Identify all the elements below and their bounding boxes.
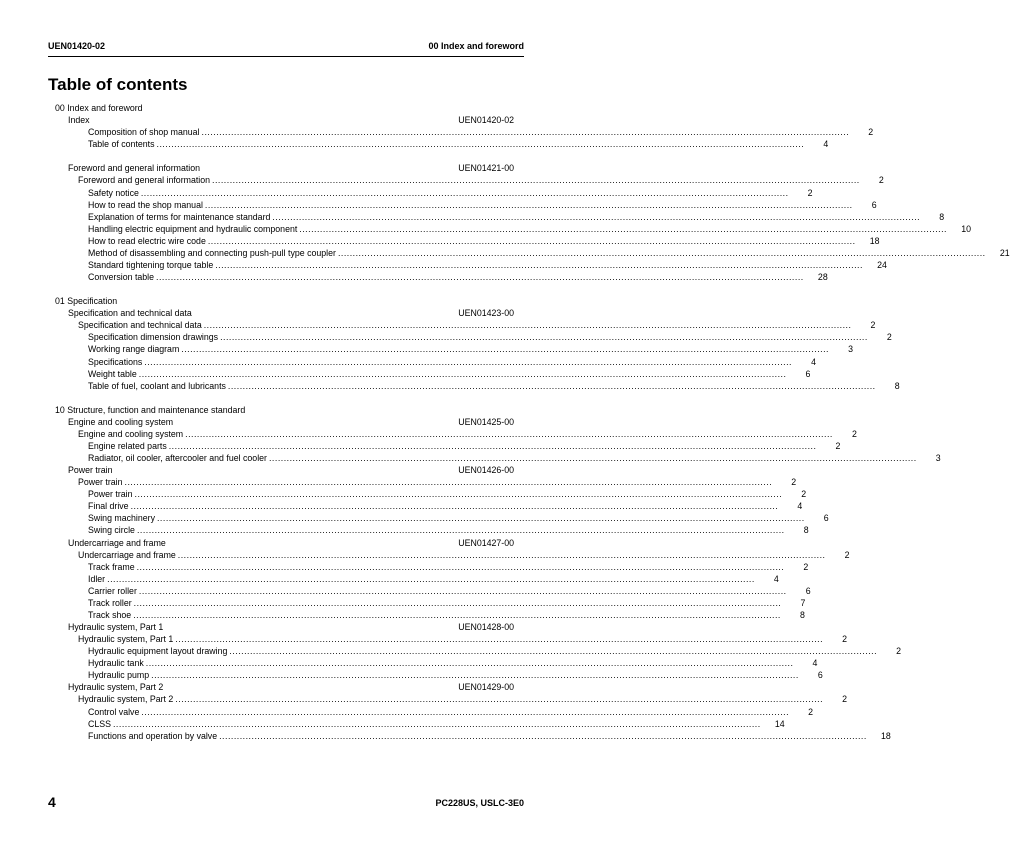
toc-entry — [88, 187, 813, 199]
toc-entry — [88, 139, 829, 150]
toc-entry-page: 2 — [896, 646, 902, 657]
toc-entry-title: Hydraulic pump — [88, 670, 150, 681]
toc-entry-title: Specification and technical data — [78, 320, 202, 331]
toc-chapter — [68, 538, 514, 549]
toc-entry-title: Composition of shop manual — [88, 127, 200, 138]
toc-entry-page: 4 — [811, 356, 816, 367]
toc-entry — [88, 730, 891, 742]
toc-entry-page: 2 — [842, 634, 848, 645]
dot-leader: ............................................................................................................................................................................................................................ — [112, 718, 761, 729]
toc-entry-page: 18 — [881, 730, 891, 741]
toc-entry — [88, 706, 814, 718]
toc-entry-title: Track frame — [88, 561, 135, 572]
dot-leader: ............................................................................................................................................................................................................................ — [156, 513, 805, 524]
toc-entry-page: 4 — [812, 658, 818, 669]
toc-entry-page: 2 — [870, 320, 876, 331]
model-name: PC228US, USLC-3E0 — [435, 798, 524, 808]
toc-section-heading: 01 Specification — [55, 296, 118, 307]
toc-entry — [88, 513, 829, 524]
dot-leader: ............................................................................................................................................................................................................................ — [220, 332, 868, 343]
dot-leader: ............................................................................................................................................................................................................................ — [130, 501, 779, 512]
toc-entry-page: 7 — [800, 597, 806, 608]
dot-leader: ............................................................................................................................................................................................................................ — [136, 561, 785, 572]
toc-entry-title: Engine and cooling system — [78, 428, 184, 439]
toc-entry-title: Explanation of terms for maintenance standard — [88, 211, 271, 222]
dot-leader: ............................................................................................................................................................................................................................ — [136, 525, 785, 536]
toc-entry-title: Swing circle — [88, 525, 135, 536]
toc-chapter-title: Specification and technical data — [68, 308, 192, 319]
toc-chapter-title: Power train — [68, 465, 113, 476]
toc-entry-title: Swing machinery — [88, 513, 155, 524]
toc-entry-title: Hydraulic tank — [88, 658, 144, 669]
page-number: 4 — [48, 794, 56, 810]
dot-leader: ............................................................................................................................................................................................................................ — [227, 380, 876, 391]
toc-entry-page: 2 — [835, 441, 841, 451]
toc-entry-title: Track roller — [88, 597, 132, 608]
toc-chapter-title: Index — [68, 115, 90, 126]
toc-section-heading: 00 Index and foreword — [55, 103, 143, 113]
toc-entry-title: Idler — [88, 573, 106, 584]
dot-leader: ............................................................................................................................................................................................................................ — [145, 658, 794, 669]
toc-entry-page: 2 — [886, 332, 892, 343]
dot-leader: ............................................................................................................................................................................................................................ — [134, 489, 783, 500]
toc-entry-page: 2 — [842, 694, 848, 705]
toc-entry-title: Hydraulic system, Part 2 — [78, 694, 174, 705]
toc-chapter — [68, 417, 514, 428]
dot-leader: ............................................................................................................................................................................................................................ — [168, 441, 817, 451]
toc-entry-title: Working range diagram — [88, 344, 180, 355]
dot-leader: ............................................................................................................................................................................................................................ — [144, 356, 792, 367]
toc-chapter-code: UEN01429-00 — [458, 682, 514, 693]
toc-entry-title: Control valve — [88, 706, 140, 717]
toc-entry-page: 21 — [999, 247, 1010, 258]
toc-entry — [78, 320, 876, 331]
toc-entry-title: Carrier roller — [88, 585, 137, 596]
toc-entry — [88, 441, 841, 452]
toc-entry — [88, 670, 823, 681]
dot-leader: ............................................................................................................................................................................................................................ — [219, 730, 867, 741]
toc-entry — [88, 646, 902, 657]
toc-entry-title: Foreword and general information — [78, 175, 211, 186]
toc-entry-page: 2 — [791, 477, 797, 488]
toc-chapter — [68, 115, 514, 126]
toc-entry — [88, 211, 945, 223]
dot-leader: ............................................................................................................................................................................................................................ — [201, 127, 850, 138]
toc-entry-page: 6 — [805, 585, 811, 596]
toc-entry — [88, 259, 887, 271]
toc-chapter — [68, 682, 514, 693]
toc-entry-title: Power train — [78, 477, 123, 488]
toc-section-heading: 10 Structure, function and maintenance standard — [55, 404, 246, 415]
toc-entry — [88, 597, 806, 609]
toc-entry-title: Safety notice — [88, 187, 139, 198]
dot-leader: ............................................................................................................................................................................................................................ — [185, 428, 833, 439]
toc-entry-page: 2 — [851, 428, 857, 439]
toc-entry-page: 18 — [869, 235, 880, 246]
dot-leader: ............................................................................................................................................................................................................................ — [268, 453, 917, 463]
dot-leader: ............................................................................................................................................................................................................................ — [337, 247, 986, 258]
toc-entry-page: 4 — [823, 139, 829, 150]
toc-entry-title: Weight table — [88, 368, 137, 379]
dot-leader: ............................................................................................................................................................................................................................ — [181, 344, 829, 355]
toc-entry-title: Functions and operation by valve — [88, 730, 218, 741]
toc-entry-page: 6 — [871, 199, 877, 210]
dot-leader: ............................................................................................................................................................................................................................ — [175, 634, 824, 645]
toc-entry — [88, 501, 803, 512]
toc-entry-page: 8 — [803, 525, 809, 536]
toc-entry — [88, 380, 900, 392]
toc-entry — [78, 549, 850, 561]
dot-leader: ............................................................................................................................................................................................................................ — [215, 259, 863, 270]
toc-chapter — [68, 163, 514, 174]
toc-entry — [88, 223, 971, 235]
toc-entry-page: 10 — [961, 223, 971, 234]
toc-chapter-code: UEN01425-00 — [458, 416, 514, 427]
document-code: UEN01420-02 — [48, 41, 106, 51]
dot-leader: ............................................................................................................................................................................................................................ — [141, 706, 790, 717]
toc-entry — [88, 235, 880, 247]
toc-entry-title: Final drive — [88, 501, 129, 512]
dot-leader: ............................................................................................................................................................................................................................ — [107, 573, 755, 584]
toc-entry-page: 6 — [817, 670, 823, 681]
toc-entry-title: Handling electric equipment and hydraulic component — [88, 223, 298, 234]
toc-entry-page: 4 — [797, 501, 803, 512]
toc-chapter — [68, 622, 514, 633]
toc-entry — [88, 247, 1010, 259]
toc-entry — [88, 658, 818, 669]
toc-chapter-title: Hydraulic system, Part 1 — [68, 622, 164, 632]
toc-entry-title: Undercarriage and frame — [78, 549, 176, 560]
toc-entry — [78, 477, 797, 488]
toc-chapter-code: UEN01427-00 — [458, 537, 514, 548]
toc-entry — [88, 525, 809, 536]
toc-chapter-code: UEN01421-00 — [458, 163, 514, 174]
toc-entry-page: 2 — [803, 561, 809, 572]
toc-entry-page: 28 — [817, 272, 828, 282]
toc-chapter-title: Engine and cooling system — [68, 416, 174, 427]
toc-chapter-title: Foreword and general information — [68, 163, 201, 174]
toc-chapter-code: UEN01423-00 — [458, 308, 514, 319]
toc-entry-title: CLSS — [88, 718, 111, 729]
dot-leader: ............................................................................................................................................................................................................................ — [156, 272, 804, 282]
toc-chapter-code: UEN01420-02 — [458, 115, 514, 126]
toc-chapter — [68, 308, 514, 319]
page-footer — [48, 794, 524, 810]
toc-entry — [78, 175, 884, 186]
toc-entry-title: Power train — [88, 489, 133, 500]
toc-entry-page: 2 — [844, 549, 850, 560]
toc-entry — [88, 585, 811, 597]
toc-entry-title: Specification dimension drawings — [88, 332, 219, 343]
dot-leader: ............................................................................................................................................................................................................................ — [207, 235, 856, 246]
toc-entry — [88, 332, 892, 343]
toc-entry — [88, 609, 805, 621]
toc-entry-title: Specifications — [88, 356, 143, 367]
toc-entry-title: Hydraulic equipment layout drawing — [88, 646, 228, 657]
dot-leader: ............................................................................................................................................................................................................................ — [138, 368, 787, 379]
toc-entry — [88, 199, 877, 211]
toc-chapter-code: UEN01428-00 — [458, 622, 514, 632]
dot-leader: ............................................................................................................................................................................................................................ — [140, 187, 789, 198]
toc-entry-page: 4 — [773, 573, 779, 584]
toc-entry — [88, 356, 816, 368]
toc-entry — [88, 272, 828, 283]
toc-chapter — [68, 465, 514, 476]
toc-chapter-title: Undercarriage and frame — [68, 537, 166, 548]
dot-leader: ............................................................................................................................................................................................................................ — [175, 694, 824, 705]
dot-leader: ............................................................................................................................................................................................................................ — [124, 477, 773, 488]
toc-entry-page: 2 — [801, 489, 807, 500]
section-name: 00 Index and foreword — [428, 41, 524, 51]
dot-leader: ............................................................................................................................................................................................................................ — [133, 597, 782, 608]
dot-leader: ............................................................................................................................................................................................................................ — [133, 609, 781, 620]
toc-entry-page: 6 — [805, 368, 811, 379]
toc-entry-page: 14 — [774, 718, 785, 729]
dot-leader: ............................................................................................................................................................................................................................ — [272, 211, 921, 222]
toc-entry-page: 2 — [807, 187, 813, 198]
toc-chapter-title: Hydraulic system, Part 2 — [68, 682, 164, 693]
toc-entry-title: Engine related parts — [88, 441, 167, 451]
toc-entry — [78, 694, 848, 705]
dot-leader: ............................................................................................................................................................................................................................ — [156, 139, 805, 150]
toc-entry-title: How to read the shop manual — [88, 199, 203, 210]
toc-entry-title: Radiator, oil cooler, aftercooler and fuel cooler — [88, 453, 267, 463]
toc-entry — [88, 718, 785, 730]
toc-entry-title: How to read electric wire code — [88, 235, 206, 246]
toc-entry-page: 2 — [868, 127, 874, 138]
toc-entry — [88, 368, 811, 380]
toc-entry-page: 8 — [799, 609, 805, 620]
toc-entry-title: Conversion table — [88, 272, 155, 282]
toc-entry-title: Track shoe — [88, 609, 132, 620]
toc-entry-title: Table of fuel, coolant and lubricants — [88, 380, 226, 391]
toc-entry-title: Method of disassembling and connecting push-pull type coupler — [88, 247, 336, 258]
toc-entry — [88, 127, 874, 138]
dot-leader: ............................................................................................................................................................................................................................ — [151, 670, 799, 681]
toc-chapter-code: UEN01426-00 — [458, 465, 514, 476]
toc-entry — [78, 634, 848, 645]
dot-leader: ............................................................................................................................................................................................................................ — [299, 223, 947, 234]
toc-entry-title: Standard tightening torque table — [88, 259, 214, 270]
toc-entry-title: Table of contents — [88, 139, 155, 150]
toc-entry-page: 2 — [808, 706, 814, 717]
toc-entry-page: 3 — [935, 453, 941, 463]
dot-leader: ............................................................................................................................................................................................................................ — [203, 320, 852, 331]
toc-entry-title: Hydraulic system, Part 1 — [78, 634, 174, 645]
dot-leader: ............................................................................................................................................................................................................................ — [229, 646, 878, 657]
dot-leader: ............................................................................................................................................................................................................................ — [177, 549, 826, 560]
toc-entry-page: 6 — [823, 513, 829, 524]
toc-entry-page: 8 — [894, 380, 900, 391]
toc-entry-page: 24 — [877, 259, 887, 270]
toc-entry-page: 8 — [939, 211, 945, 222]
toc-entry — [88, 573, 779, 585]
toc-entry — [88, 489, 807, 500]
dot-leader: ............................................................................................................................................................................................................................ — [212, 175, 860, 186]
page-title: Table of contents — [48, 75, 188, 94]
dot-leader: ............................................................................................................................................................................................................................ — [138, 585, 787, 596]
toc-entry — [78, 428, 857, 440]
toc-entry-page: 2 — [878, 175, 884, 186]
toc-entry — [88, 344, 853, 355]
toc-entry-page: 3 — [848, 344, 853, 355]
toc-entry — [88, 453, 941, 464]
dot-leader: ............................................................................................................................................................................................................................ — [204, 199, 853, 210]
toc-entry — [88, 561, 809, 573]
